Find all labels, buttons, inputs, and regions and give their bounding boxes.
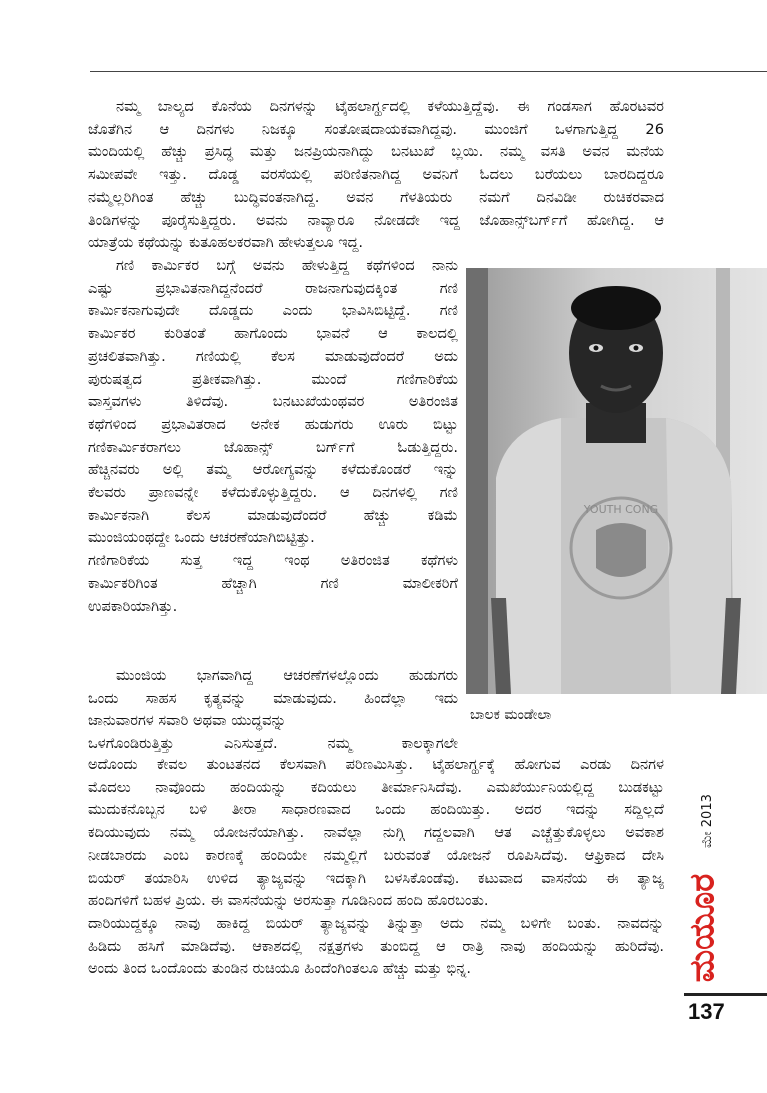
text-line: ಜಾನುವಾರಗಳ ಸವಾರಿ ಅಥವಾ ಯುದ್ಧವನ್ನು (88, 712, 287, 730)
top-rule (90, 71, 767, 72)
text-line: ಕಾರ್ಮಿಕರ ಕುರಿತಂತೆ ಹಾಗೊಂದು ಭಾವನೆ ಆ ಕಾಲದಲ್ಲಿ (88, 325, 458, 343)
text-line: ತಿಂಡಿಗಳನ್ನು ಪೂರೈಸುತ್ತಿದ್ದರು. ಅವನು ನಾವ್ಯಾರೂ ನೋಡದೇ ಇದ್ದ ಜೊಹಾನ್ಸ್‌ಬರ್ಗ್‌ಗೆ ಹೋಗಿದ್ದ. ಆ (88, 211, 664, 229)
paragraph-1 (88, 96, 664, 255)
text-line: ಎಷ್ಟು ಪ್ರಭಾವಿತನಾಗಿದ್ದನೆಂದರೆ ರಾಜನಾಗುವುದಕ್ಕಿಂತ ಗಣಿ (88, 279, 458, 297)
mayura-masthead-logo (682, 862, 723, 994)
text-line: ಕೆಲವರು ಪ್ರಾಣವನ್ನೇ ಕಳೆದುಕೊಳ್ಳುತ್ತಿದ್ದರು. ಆ ದಿನಗಳಲ್ಲಿ ಗಣಿ (88, 484, 458, 502)
text-line: ಮುಂಜಿಯ ಭಾಗವಾಗಿದ್ದ ಆಚರಣೆಗಳಲ್ಲೊಂದು ಹುಡುಗರು (116, 667, 458, 684)
text-line: ಹಿಡಿದು ಹಸಿಗೆ ಮಾಡಿದೆವು. ಆಕಾಶದಲ್ಲಿ ನಕ್ಷತ್ರಗಳು ತುಂಬಿದ್ದ ಆ ರಾತ್ರಿ ನಾವು ಹಂದಿಯನ್ನು ಹುರಿದೆವು. (88, 937, 664, 955)
text-line: ದಾರಿಯುದ್ದಕ್ಕೂ ನಾವು ಹಾಕಿದ್ದ ಬಿಯರ್ ತ್ಯಾಜ್ಯವನ್ನು ತಿನ್ನುತ್ತಾ ಅದು ನಮ್ಮ ಬಳಿಗೇ ಬಂತು. ನಾವದನ್ನು (88, 914, 664, 932)
shirt-text: YOUTH CONG (583, 503, 659, 516)
text-line: ಪುರುಷತ್ವದ ಪ್ರತೀಕವಾಗಿತ್ತು. ಮುಂದೆ ಗಣಿಗಾರಿಕೆಯ (88, 370, 458, 388)
text-line: ಅದೊಂದು ಕೇವಲ ತುಂಟತನದ ಕೆಲಸವಾಗಿ ಪರಿಣಮಿಸಿತ್ತು. ಟೈಹಲಾರ್ಗ್ಹಕ್ಕೆ ಹೋಗುವ ಎರಡು ದಿನಗಳ (88, 756, 664, 773)
issue-month: ಮೇ (700, 831, 715, 848)
photo-illustration (466, 268, 767, 694)
masthead-text: ಮಯೂರ (682, 873, 723, 983)
text-line: ಅಂದು ತಿಂದ ಒಂದೊಂದು ತುಂಡಿನ ರುಚಿಯೂ ಹಿಂದೆಂಗಿಂತಲೂ ಹೆಚ್ಚು ಮತ್ತು ಭಿನ್ನ. (88, 960, 471, 978)
text-line: ಗಣಿ ಕಾರ್ಮಿಕರ ಬಗ್ಗೆ ಅವನು ಹೇಳುತ್ತಿದ್ದ ಕಥೆಗಳಿಂದ ನಾನು (116, 257, 458, 274)
text-line: ಪ್ರಚಲಿತವಾಗಿತ್ತು. ಗಣಿಯಲ್ಲಿ ಕೆಲಸ ಮಾಡುವುದೆಂದರೆ ಅದು (88, 347, 458, 365)
text-line: ಕಥೆಗಳಿಂದ ಪ್ರಭಾವಿತರಾದ ಅನೇಕ ಹುಡುಗರು ಊರು ಬಿಟ್ಟು (88, 415, 458, 433)
issue-year: 2013 (700, 794, 715, 828)
page-number: 137 (688, 999, 725, 1024)
text-line: ಸಮೀಪವೇ ಇತ್ತು. ದೊಡ್ಡ ವರಸೆಯಲ್ಲಿ ಪರಿಣಿತನಾಗಿದ್ದ ಅವನಿಗೆ ಓದಲು ಬರೆಯಲು ಬಾರದಿದ್ದರೂ (88, 166, 664, 184)
text-line: ಕಾರ್ಮಿಕರಿಗಿಂತ ಹೆಚ್ಚಾಗಿ ಗಣಿ ಮಾಲೀಕರಿಗೆ (88, 574, 458, 592)
paragraph-3 (88, 665, 458, 756)
text-line: ಮಂದಿಯಲ್ಲಿ ಹೆಚ್ಚು ಪ್ರಸಿದ್ಧ ಮತ್ತು ಜನಪ್ರಿಯನಾಗಿದ್ದು ಬನಟುಖೆ ಬ್ಲಯಿ. ನಮ್ಮ ವಸತಿ ಅವನ ಮನೆಯ (88, 143, 664, 161)
text-line: ನಮ್ಮ ಬಾಲ್ಯದ ಕೊನೆಯ ದಿನಗಳನ್ನು ಟೈಹಲಾರ್ಗ್ಹದಲ್ಲಿ ಕಳೆಯುತ್ತಿದ್ದೆವು. ಈ ಗಂಡಸಾಗ ಹೊರಟವರ (116, 98, 664, 115)
text-line: ಕಾರ್ಮಿಕನಾಗಿ ಕೆಲಸ ಮಾಡುವುದೆಂದರೆ ಹೆಚ್ಚು ಕಡಿಮೆ (88, 506, 458, 524)
mandela-boy-photo (466, 268, 767, 694)
text-line: ಮೊದಲು ನಾವೊಂದು ಹಂದಿಯನ್ನು ಕದಿಯಲು ತೀರ್ಮಾನಿಸಿದೆವು. ಎಮಖೆರ್ಯುನಿಯಲ್ಲಿದ್ದ ಬುಡಕಟ್ಟು (88, 778, 664, 796)
photo-caption: ಬಾಲಕ ಮಂಡೇಲಾ (470, 707, 552, 723)
paragraph-4 (88, 754, 664, 981)
text-line: ಕಾರ್ಮಿಕನಾಗುವುದೇ ದೊಡ್ಡದು ಎಂದು ಭಾವಿಸಿಬಿಟ್ಟಿದ್ದೆ. ಗಣಿ (88, 302, 458, 320)
paragraph-2 (88, 255, 458, 618)
text-line: ಒಂದು ಸಾಹಸ ಕೃತ್ಯವನ್ನು ಮಾಡುವುದು. ಹಿಂದೆಲ್ಲಾ ಇದು (88, 689, 458, 707)
text-line: ಗಣಿಗಾರಿಕೆಯ ಸುತ್ತ ಇದ್ದ ಇಂಥ ಅತಿರಂಜಿತ ಕಥೆಗಳು (88, 552, 458, 570)
text-line: ನೀಡಬಾರದು ಎಂಬ ಕಾರಣಕ್ಕೆ ಹಂದಿಯೇ ನಮ್ಮಲ್ಲಿಗೆ ಬರುವಂತೆ ಯೋಜನೆ ರೂಪಿಸಿದೆವು. ಆಫ್ರಿಕಾದ ದೇಸಿ (88, 846, 664, 864)
text-line: ನಮ್ಮೆಲ್ಲರಿಗಿಂತ ಹೆಚ್ಚು ಬುದ್ಧಿವಂತನಾಗಿದ್ದ. ಅವನ ಗೆಳತಿಯರು ನಮಗೆ ದಿನವಿಡೀ ರುಚಿಕರವಾದ (88, 188, 664, 206)
text-line: ವಾಸ್ತವಗಳು ತಿಳಿದೆವು. ಬನಟುಖೆಯಂಥವರ ಅತಿರಂಜಿತ (88, 393, 458, 411)
text-line: ಗಣಿಕಾರ್ಮಿಕರಾಗಲು ಜೊಹಾನ್ಸ್ ಬರ್ಗ್‌ಗೆ ಓಡುತ್ತಿದ್ದರು. (88, 438, 458, 456)
text-line: ಹಂದಿಗಳಿಗೆ ಬಹಳ ಪ್ರಿಯ. ಈ ವಾಸನೆಯನ್ನು ಅರಸುತ್ತಾ ಗೂಡಿನಿಂದ ಹಂದಿ ಹೊರಬಂತು. (88, 892, 489, 910)
text-line: ಮುದುಕನೊಬ್ಬನ ಬಳಿ ತೀರಾ ಸಾಧಾರಣವಾದ ಒಂದು ಹಂದಿಯಿತ್ತು. ಅದರ ಇದನ್ನು ಸದ್ದಿಲ್ಲದೆ (88, 801, 664, 819)
text-line: ಯಾತ್ರೆಯ ಕಥೆಯನ್ನು ಕುತೂಹಲಕರವಾಗಿ ಹೇಳುತ್ತಲೂ ಇದ್ದ. (88, 234, 364, 252)
page-number-rule (684, 993, 767, 996)
text-line: ಕದಿಯುವುದು ನಮ್ಮ ಯೋಜನೆಯಾಗಿತ್ತು. ನಾವೆಲ್ಲಾ ನುಗ್ಗಿ ಗದ್ದಲವಾಗಿ ಆತ ಎಚ್ಚೆತ್ತುಕೊಳ್ಳಲು ಅವಕಾಶ (88, 824, 664, 842)
text-line: ಬಿಯರ್ ತಯಾರಿಸಿ ಉಳಿದ ತ್ಯಾಜ್ಯವನ್ನು ಇದಕ್ಕಾಗಿ ಬಳಸಿಕೊಂಡೆವು. ಕಟುವಾದ ವಾಸನೆಯ ಈ ತ್ಯಾಜ್ಯ (88, 869, 664, 887)
issue-date (700, 794, 715, 848)
text-line: ಉಪಕಾರಿಯಾಗಿತ್ತು. (88, 597, 178, 615)
text-line: ಜೊತೆಗಿನ ಆ ದಿನಗಳು ನಿಜಕ್ಕೂ ಸಂತೋಷದಾಯಕವಾಗಿದ್ದವು. ಮುಂಜಿಗೆ ಒಳಗಾಗುತ್ತಿದ್ದ 26 (88, 120, 664, 138)
text-line: ಹೆಚ್ಚಿನವರು ಅಲ್ಲಿ ತಮ್ಮ ಆರೋಗ್ಯವನ್ನು ಕಳೆದುಕೊಂಡರೆ ಇನ್ನು (88, 461, 458, 479)
text-line: ಮುಂಜಿಯಂಥದ್ದೇ ಒಂದು ಆಚರಣೆಯಾಗಿಬಿಟ್ಟಿತ್ತು. (88, 529, 315, 547)
text-line: ಒಳಗೊಂಡಿರುತ್ತಿತ್ತು ಎನಿಸುತ್ತದೆ. ನಮ್ಮ ಕಾಲಕ್ಕಾಗಲೇ (88, 735, 458, 753)
